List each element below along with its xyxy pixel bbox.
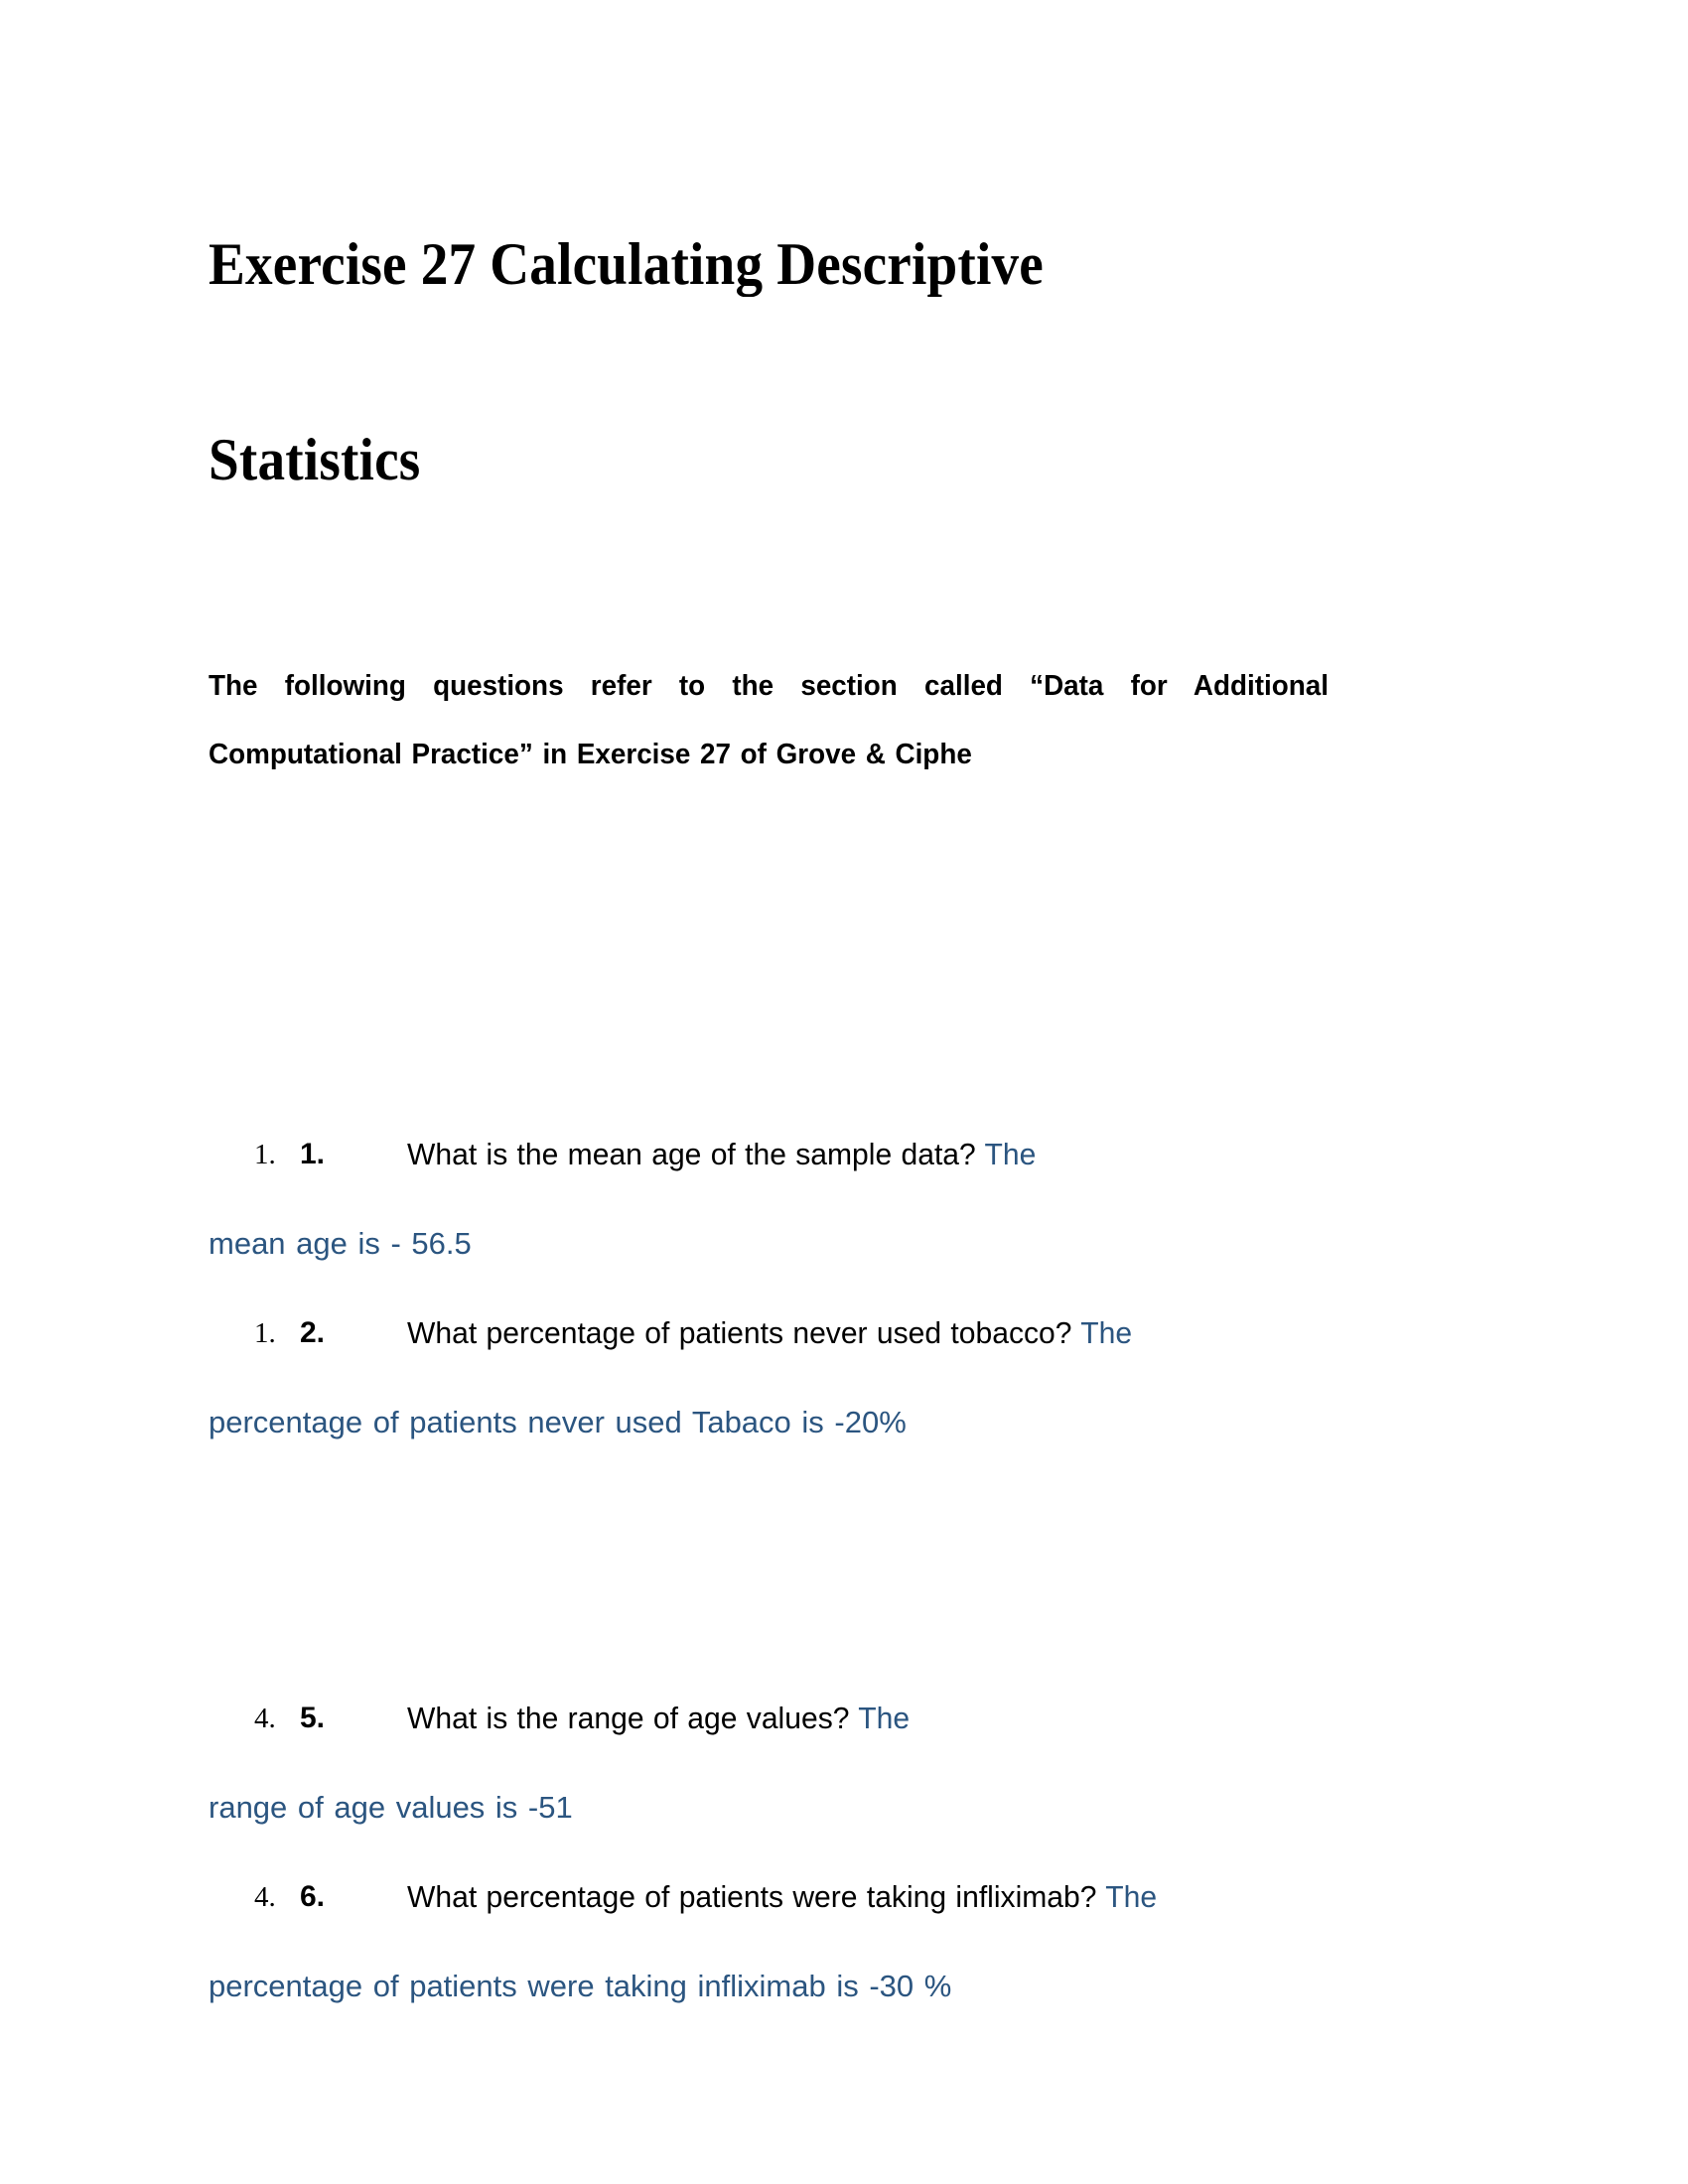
text-space [1096, 1879, 1105, 1914]
list-marker-inner: 6. [300, 1880, 326, 1913]
question-text-wrapper [407, 1289, 1132, 1378]
text-space [1071, 1315, 1080, 1350]
page-title-line-2: Statistics [209, 427, 421, 493]
question-text: What is the range of age values? [407, 1701, 850, 1735]
text-space [849, 1701, 858, 1735]
section-spacer [209, 1467, 1380, 1674]
list-marker-inner: 1. [300, 1138, 326, 1170]
question-text-wrapper [407, 1852, 1157, 1942]
answer-continuation: percentage of patients were taking infliximab is -30 % [209, 1969, 952, 2003]
question-text-wrapper [407, 1110, 1036, 1199]
question-text-wrapper [407, 1674, 910, 1763]
question-item [209, 1110, 1380, 1289]
question-line [209, 1110, 1380, 1199]
question-line [209, 1289, 1380, 1378]
answer-head: The [858, 1701, 911, 1735]
question-item [209, 1852, 1380, 2031]
question-list [209, 1110, 1380, 2031]
text-space [976, 1137, 985, 1171]
answer-continuation: mean age is - 56.5 [209, 1226, 472, 1261]
question-text: What percentage of patients were taking infliximab? [407, 1879, 1097, 1914]
list-marker-outer: 1. [254, 1139, 276, 1170]
question-text: What is the mean age of the sample data? [407, 1137, 976, 1171]
list-marker-outer: 4. [254, 1881, 276, 1913]
answer-head: The [1105, 1879, 1158, 1914]
list-marker-outer: 4. [254, 1703, 276, 1734]
question-text: What percentage of patients never used tobacco? [407, 1315, 1072, 1350]
question-line [209, 1674, 1380, 1763]
list-marker-inner: 2. [300, 1316, 326, 1349]
answer-head: The [984, 1137, 1037, 1171]
list-marker-inner: 5. [300, 1702, 326, 1734]
question-item [209, 1289, 1380, 1467]
page-title-line-1: Exercise 27 Calculating Descriptive [209, 231, 1044, 298]
intro-paragraph: The following questions refer to the section called “Data for Additional Computational Practice” in Exercise 27 of Grove & Ciphe [209, 670, 1329, 770]
question-item [209, 1674, 1380, 1852]
answer-continuation: range of age values is -51 [209, 1790, 573, 1825]
answer-head: The [1080, 1315, 1133, 1350]
answer-continuation: percentage of patients never used Tabaco is -20% [209, 1405, 907, 1439]
list-marker-outer: 1. [254, 1317, 276, 1349]
question-line [209, 1852, 1380, 1942]
